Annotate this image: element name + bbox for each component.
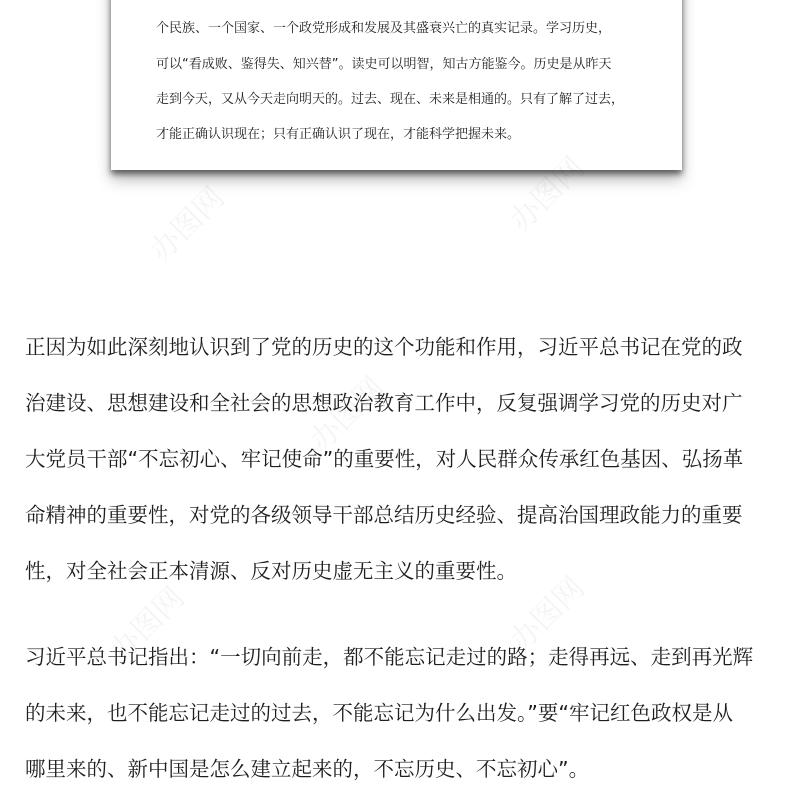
quote-line-1: 个民族、一个国家、一个政党形成和发展及其盛衰兴亡的真实记录。学习历史， bbox=[156, 21, 612, 36]
paragraph-2-line: 的未来，也不能忘记走过的过去，不能忘记为什么出发。”要“牢记红色政权是从 bbox=[25, 701, 733, 725]
quote-line-4: 才能正确认识现在；只有正确认识了现在，才能科学把握未来。 bbox=[156, 127, 521, 142]
paragraph-2-line: 习近平总书记指出：“一切向前走，都不能忘记走过的路；走得再远、走到再光辉 bbox=[25, 645, 754, 669]
quote-line-3: 走到今天，又从今天走向明天的。过去、现在、未来是相通的。只有了解了过去， bbox=[156, 92, 625, 107]
paragraph-2-line: 哪里来的、新中国是怎么建立起来的，不忘历史、不忘初心”。 bbox=[25, 757, 590, 781]
paragraph-1 bbox=[25, 319, 785, 599]
paragraph-1-line: 命精神的重要性，对党的各级领导干部总结历史经验、提高治国理政能力的重要 bbox=[25, 503, 743, 527]
quote-line-2: 可以“看成败、鉴得失、知兴替”。读史可以明智，知古方能鉴今。历史是从昨天 bbox=[156, 57, 612, 72]
paragraph-2 bbox=[25, 629, 785, 797]
paragraph-1-line: 性，对全社会正本清源、反对历史虚无主义的重要性。 bbox=[25, 559, 517, 583]
paragraph-1-line: 大党员干部“不忘初心、牢记使命”的重要性，对人民群众传承红色基因、弘扬革 bbox=[25, 447, 744, 471]
paragraph-1-line: 正因为如此深刻地认识到了党的历史的这个功能和作用，习近平总书记在党的政 bbox=[25, 335, 743, 359]
quote-card bbox=[111, 0, 682, 170]
paragraph-1-line: 治建设、思想建设和全社会的思想政治教育工作中，反复强调学习党的历史对广 bbox=[25, 391, 743, 415]
watermark bbox=[138, 175, 233, 270]
